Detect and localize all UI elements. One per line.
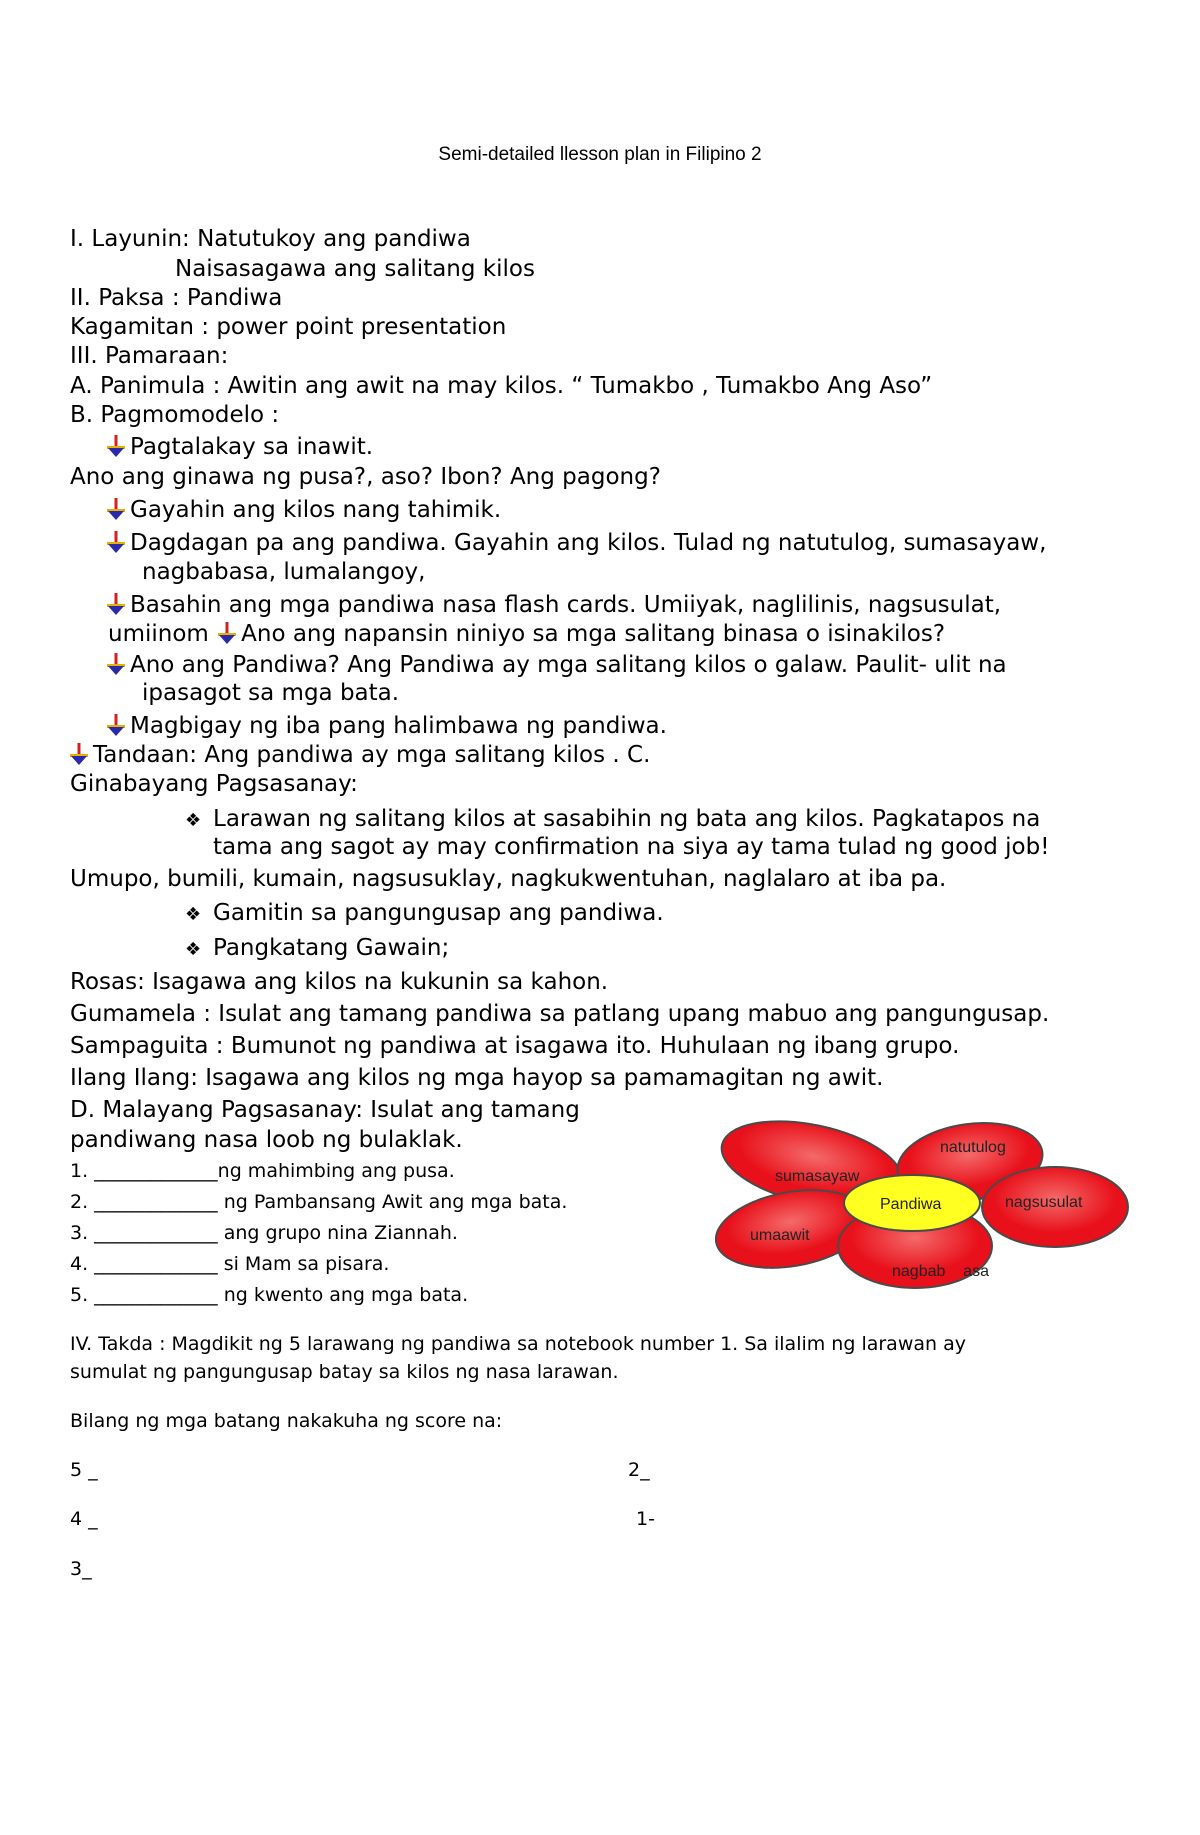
- diamond-bullet-icon: ❖: [185, 904, 202, 925]
- diamond-item: [185, 937, 449, 960]
- document-title: Semi-detailed llesson plan in Filipino 2: [438, 144, 762, 165]
- bullet-item-inline: [108, 622, 945, 646]
- group-task-line: Gumamela : Isulat ang tamang pandiwa sa patlang upang mabuo ang pangungusap.: [70, 1001, 1050, 1027]
- takda-line: IV. Takda : Magdikit ng 5 larawang ng pandiwa sa notebook number 1. Sa ilalim ng larawan ay: [70, 1333, 966, 1355]
- bullet-continuation: tama ang sagot ay may confirmation na siya ay tama tulad ng good job!: [213, 834, 1050, 860]
- bullet-text: Gayahin ang kilos nang tahimik.: [130, 497, 502, 523]
- arrow-bullet-icon: [68, 743, 90, 765]
- panimula-line: A. Panimula : Awitin ang awit na may kilos. “ Tumakbo , Tumakbo Ang Aso”: [70, 373, 933, 399]
- guided-practice-heading: Ginabayang Pagsasanay:: [70, 771, 358, 797]
- exercise-item: 3. _____________ ang grupo nina Ziannah.: [70, 1222, 458, 1244]
- group-task-line: Ilang Ilang: Isagawa ang kilos ng mga hayop sa pamamagitan ng awit.: [70, 1065, 884, 1091]
- petal-label-bottom: nagbab asa: [892, 1263, 989, 1280]
- flower-diagram: [715, 1118, 1130, 1293]
- bullet-item: [105, 653, 1007, 677]
- petal-label-right: nagsusulat: [1005, 1194, 1083, 1211]
- bullet-text: Magbigay ng iba pang halimbawa ng pandiwa.: [130, 713, 667, 739]
- objective-line-2: Naisasagawa ang salitang kilos: [175, 256, 535, 282]
- arrow-bullet-icon: [105, 653, 127, 675]
- score-5: 5 _: [70, 1459, 98, 1481]
- bullet-text: Pangkatang Gawain;: [213, 935, 450, 961]
- independent-practice-heading: D. Malayang Pagsasanay: Isulat ang tamang: [70, 1097, 580, 1123]
- arrow-bullet-icon: [216, 622, 238, 644]
- score-heading: Bilang ng mga batang nakakuha ng score na:: [70, 1410, 503, 1432]
- diamond-item: [185, 808, 1040, 831]
- score-1: 1-: [636, 1508, 655, 1530]
- exercise-item: 4. _____________ si Mam sa pisara.: [70, 1253, 390, 1275]
- objective-line: I. Layunin: Natutukoy ang pandiwa: [70, 226, 471, 252]
- pagmomodelo-heading: B. Pagmomodelo :: [70, 402, 280, 428]
- center-label: Pandiwa: [880, 1196, 942, 1213]
- exercise-item: 1. _____________ng mahimbing ang pusa.: [70, 1160, 455, 1182]
- exercise-item: 5. _____________ ng kwento ang mga bata.: [70, 1284, 469, 1306]
- score-3: 3_: [70, 1558, 92, 1580]
- bullet-text: Basahin ang mga pandiwa nasa flash cards. Umiiyak, naglilinis, nagsusulat,: [130, 592, 1002, 618]
- diamond-bullet-icon: ❖: [185, 939, 202, 960]
- petal-label-upper-left: sumasayaw: [775, 1168, 860, 1185]
- exercise-item: 2. _____________ ng Pambansang Awit ang mga bata.: [70, 1191, 568, 1213]
- bullet-text: Ano ang napansin niniyo sa mga salitang binasa o isinakilos?: [241, 621, 946, 647]
- procedure-heading: III. Pamaraan:: [70, 343, 229, 369]
- arrow-bullet-icon: [105, 593, 127, 615]
- score-4: 4 _: [70, 1508, 98, 1530]
- bullet-item: [105, 593, 1001, 617]
- bullet-continuation: nagbabasa, lumalangoy,: [142, 559, 426, 585]
- arrow-bullet-icon: [105, 714, 127, 736]
- topic-line: II. Paksa : Pandiwa: [70, 285, 283, 311]
- bullet-item: [105, 714, 667, 738]
- bullet-item: [105, 531, 1046, 555]
- independent-practice-heading-2: pandiwang nasa loob ng bulaklak.: [70, 1127, 463, 1153]
- examples-line: Umupo, bumili, kumain, nagsusuklay, nagkukwentuhan, naglalaro at iba pa.: [70, 866, 947, 892]
- arrow-bullet-icon: [105, 498, 127, 520]
- bullet-item: [68, 743, 650, 767]
- petal-label-top: natutulog: [940, 1139, 1006, 1156]
- bullet-text: Tandaan: Ang pandiwa ay mga salitang kilos . C.: [93, 742, 651, 768]
- bullet-text: Dagdagan pa ang pandiwa. Gayahin ang kilos. Tulad ng natutulog, sumasayaw,: [130, 530, 1047, 556]
- arrow-bullet-icon: [105, 435, 127, 457]
- bullet-text: Pagtalakay sa inawit.: [130, 434, 374, 460]
- takda-line-2: sumulat ng pangungusap batay sa kilos ng nasa larawan.: [70, 1361, 619, 1383]
- bullet-continuation: ipasagot sa mga bata.: [142, 680, 400, 706]
- diamond-item: [185, 902, 664, 925]
- bullet-text: Gamitin sa pangungusap ang pandiwa.: [213, 900, 664, 926]
- petal-label-left: umaawit: [750, 1227, 810, 1244]
- group-task-line: Sampaguita : Bumunot ng pandiwa at isagawa ito. Huhulaan ng ibang grupo.: [70, 1033, 960, 1059]
- bullet-text: umiinom: [108, 621, 209, 647]
- bullet-item: [105, 435, 373, 459]
- bullet-text: Larawan ng salitang kilos at sasabihin ng bata ang kilos. Pagkatapos na: [213, 806, 1041, 832]
- diamond-bullet-icon: ❖: [185, 810, 202, 831]
- group-task-line: Rosas: Isagawa ang kilos na kukunin sa kahon.: [70, 969, 609, 995]
- question-line: Ano ang ginawa ng pusa?, aso? Ibon? Ang pagong?: [70, 464, 661, 490]
- score-2: 2_: [628, 1459, 650, 1481]
- materials-line: Kagamitan : power point presentation: [70, 314, 507, 340]
- arrow-bullet-icon: [105, 531, 127, 553]
- bullet-item: [105, 498, 501, 522]
- bullet-text: Ano ang Pandiwa? Ang Pandiwa ay mga salitang kilos o galaw. Paulit- ulit na: [130, 652, 1007, 678]
